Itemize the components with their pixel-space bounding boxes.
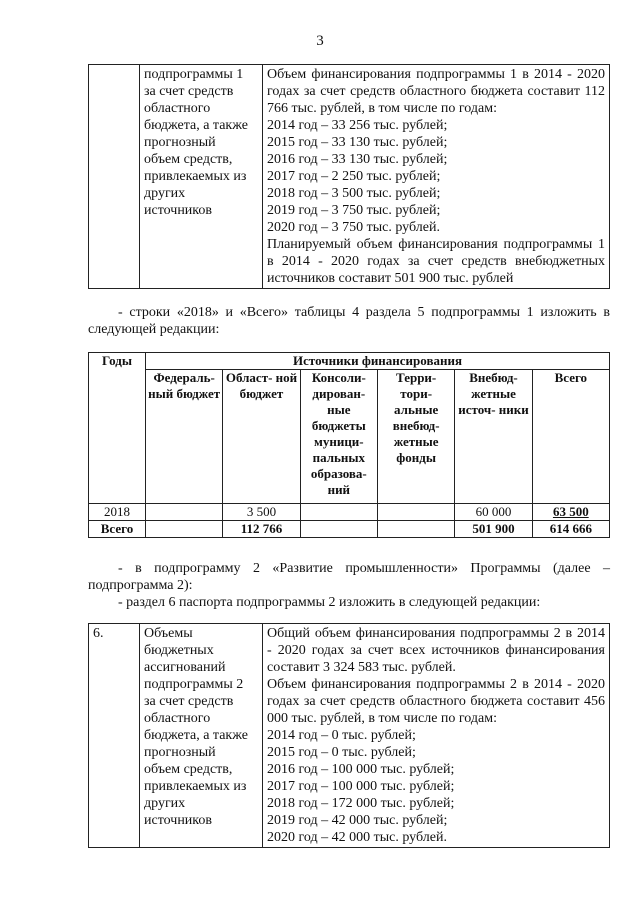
label-line: Объемы bbox=[144, 626, 193, 641]
content-line: 2017 год – 2 250 тыс. рублей; bbox=[267, 169, 441, 184]
content-line: 2016 год – 33 130 тыс. рублей; bbox=[267, 152, 448, 167]
label-line: других bbox=[144, 186, 186, 201]
header-extrabudget: Внебюд- жетные источ- ники bbox=[455, 370, 532, 504]
content-line: 2018 год – 3 500 тыс. рублей; bbox=[267, 186, 441, 201]
table-cell-content bbox=[263, 624, 610, 848]
header-years: Годы bbox=[89, 353, 146, 504]
label-line: привлекаемых из bbox=[144, 169, 247, 184]
cell-regional: 112 766 bbox=[223, 521, 300, 538]
table-header-row bbox=[89, 370, 610, 504]
table-subprogram2-financing bbox=[88, 623, 610, 848]
table-row bbox=[89, 624, 610, 848]
paragraph-instruction-1: - строки «2018» и «Всего» таблицы 4 раздела 5 подпрограммы 1 изложить в следующей редакции: bbox=[88, 305, 610, 337]
label-line: источников bbox=[144, 203, 213, 218]
table-cell-label bbox=[140, 624, 263, 848]
table-subprogram1-financing bbox=[88, 64, 610, 289]
label-line: подпрограммы 1 bbox=[144, 67, 244, 82]
content-line: 2019 год – 3 750 тыс. рублей; bbox=[267, 203, 441, 218]
header-regional: Област- ной бюджет bbox=[223, 370, 300, 504]
cell-total-value: 63 500 bbox=[552, 504, 589, 519]
cell-territorial bbox=[377, 504, 454, 521]
content-line: 2014 год – 33 256 тыс. рублей; bbox=[267, 118, 448, 133]
table-row bbox=[89, 65, 610, 289]
content-line: 2018 год – 172 000 тыс. рублей; bbox=[267, 796, 455, 811]
cell-federal bbox=[146, 521, 223, 538]
table-row bbox=[89, 521, 610, 538]
label-line: прогнозный bbox=[144, 745, 216, 760]
label-line: бюджета, а также bbox=[144, 728, 248, 743]
paragraph-instruction-2: - в подпрограмму 2 «Развитие промышленности» Программы (далее – подпрограмма 2): bbox=[88, 561, 610, 593]
label-line: источников bbox=[144, 813, 213, 828]
table-row bbox=[89, 504, 610, 521]
cell-extrabudget: 501 900 bbox=[455, 521, 532, 538]
content-line: 2020 год – 3 750 тыс. рублей. bbox=[267, 220, 440, 235]
header-municipal: Консоли- дирован- ные бюджеты муници- пальных образова- ний bbox=[300, 370, 377, 504]
header-sources: Источники финансирования bbox=[146, 353, 610, 370]
table-header-row bbox=[89, 353, 610, 370]
label-line: других bbox=[144, 796, 186, 811]
cell-territorial bbox=[377, 521, 454, 538]
label-line: ассигнований bbox=[144, 660, 226, 675]
paragraph-instruction-3: - раздел 6 паспорта подпрограммы 2 изложить в следующей редакции: bbox=[118, 595, 541, 610]
content-line: 2016 год – 100 000 тыс. рублей; bbox=[267, 762, 455, 777]
cell-municipal bbox=[300, 521, 377, 538]
label-line: областного bbox=[144, 711, 211, 726]
label-line: привлекаемых из bbox=[144, 779, 247, 794]
content-line: 2015 год – 0 тыс. рублей; bbox=[267, 745, 416, 760]
page-number: 3 bbox=[316, 33, 324, 49]
cell-federal bbox=[146, 504, 223, 521]
label-line: бюджетных bbox=[144, 643, 214, 658]
table-cell-number bbox=[89, 65, 140, 289]
header-federal: Федераль- ный бюджет bbox=[146, 370, 223, 504]
label-line: за счет средств bbox=[144, 84, 234, 99]
content-paragraph: Объем финансирования подпрограммы 2 в 2014 - 2020 годах за счет средств областного бюджета составит 456 000 тыс. рублей, в том числе по годам: bbox=[267, 677, 605, 726]
table-cell-content bbox=[263, 65, 610, 289]
cell-year: Всего bbox=[89, 521, 146, 538]
content-line: 2015 год – 33 130 тыс. рублей; bbox=[267, 135, 448, 150]
content-paragraph: Общий объем финансирования подпрограммы 2 в 2014 - 2020 годах за счет всех источников финансирования составит 3 324 583 тыс. рублей. bbox=[267, 626, 605, 675]
label-line: подпрограммы 2 bbox=[144, 677, 244, 692]
content-paragraph: Объем финансирования подпрограммы 1 в 2014 - 2020 годах за счет средств областного бюджета составит 112 766 тыс. рублей, в том числе по годам: bbox=[267, 67, 605, 116]
label-line: за счет средств bbox=[144, 694, 234, 709]
table-cell-number: 6. bbox=[89, 624, 140, 848]
header-total: Всего bbox=[532, 370, 609, 504]
cell-year: 2018 bbox=[89, 504, 146, 521]
cell-extrabudget: 60 000 bbox=[455, 504, 532, 521]
cell-municipal bbox=[300, 504, 377, 521]
table-financing-sources bbox=[88, 352, 610, 538]
content-line: 2019 год – 42 000 тыс. рублей; bbox=[267, 813, 448, 828]
label-line: объем средств, bbox=[144, 762, 233, 777]
content-line: 2020 год – 42 000 тыс. рублей. bbox=[267, 830, 447, 845]
label-line: бюджета, а также bbox=[144, 118, 248, 133]
label-line: областного bbox=[144, 101, 211, 116]
content-line: 2017 год – 100 000 тыс. рублей; bbox=[267, 779, 455, 794]
cell-total: 614 666 bbox=[532, 521, 609, 538]
label-line: прогнозный bbox=[144, 135, 216, 150]
table-cell-label bbox=[140, 65, 263, 289]
cell-total bbox=[532, 504, 609, 521]
label-line: объем средств, bbox=[144, 152, 233, 167]
cell-regional: 3 500 bbox=[223, 504, 300, 521]
content-paragraph: Планируемый объем финансирования подпрограммы 1 в 2014 - 2020 годах за счет средств внебюджетных источников составит 501 900 тыс. рублей bbox=[267, 237, 605, 286]
header-territorial: Терри- тори- альные внебюд- жетные фонды bbox=[377, 370, 454, 504]
content-line: 2014 год – 0 тыс. рублей; bbox=[267, 728, 416, 743]
